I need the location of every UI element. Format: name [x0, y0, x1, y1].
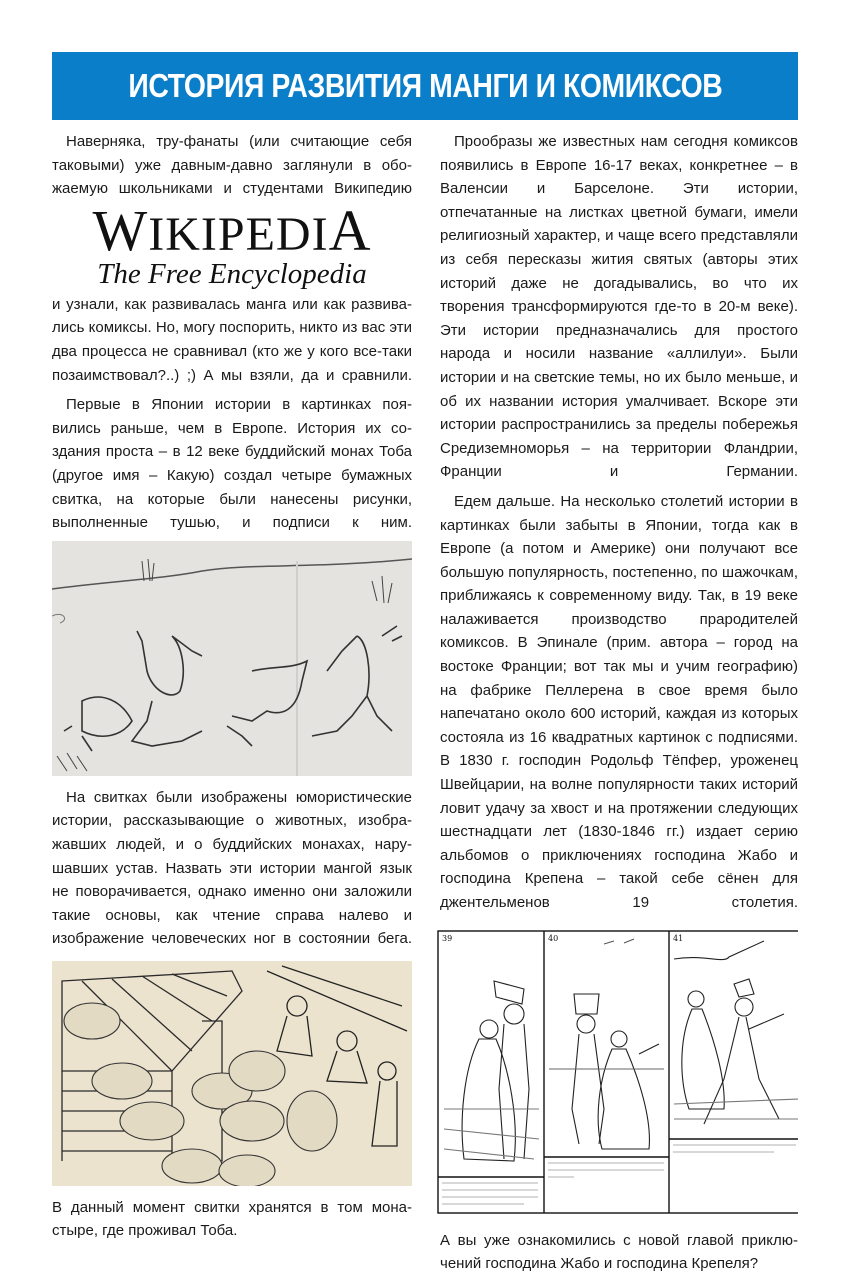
intro-paragraph: Наверняка, тру-фанаты (или считающие себя таковыми) уже давным-давно заглянули в обожаемую школьниками и студентами Википедию	[52, 133, 412, 198]
left-column	[52, 130, 412, 1249]
closing-question: А вы уже ознакомились с новой главой приключений господина Жабо и господина Крепеля?	[440, 1231, 798, 1273]
wikipedia-wordmark: WIKIPEDIA	[92, 197, 372, 263]
title-banner	[52, 52, 798, 120]
intro-continuation: и узнали, как развивалась манга или как развивались комиксы. Но, могу поспорить, никто из вас эти два процесса не сравнивал (кто же у кого все-таки позаимствовал?..) ;) А мы взяли, да и сравнили.	[52, 295, 412, 384]
wikipedia-logo	[52, 197, 412, 290]
scroll-frogs-illustration	[52, 541, 412, 776]
europe-paragraph: Прообразы же известных нам сегодня комиксов появились в Европе 16-17 веках, конкретнее – в Валенсии и Барселоне. Эти истории, отпечатанные на листках цветной бумаги, имели религиозный характер, и чаще всего представляли из себя пересказы жития святых (авторы этих историй даже не догадывались, во что их творения трансформируются где-то в 20-м веке). Эти истории предназначались для простого народа и носили название «аллилуи». Были истории и на светские темы, но их было меньше, и об их названии история умалчивает. Вскоре эти истории распространились за пределы побережья Средиземноморья – на территории Фландрии, Франции и Германии.	[440, 133, 798, 481]
scrolls-paragraph: На свитках были изображены юмористические истории, рассказывающие о животных, изображавших людей, и о буддийских монахах, нарушавших устав. Назвать эти истории мангой язык не поворачивается, однако именно они заложили такие основы, как чтение справа налево и изображение человеческих ног в состоянии бега.	[52, 788, 412, 948]
comic-panel-number: 41	[673, 933, 684, 943]
page-title: ИСТОРИЯ РАЗВИТИЯ МАНГИ И КОМИКСОВ	[128, 67, 722, 104]
wikipedia-tagline: The Free Encyclopedia	[97, 257, 367, 290]
comic-panel-number: 40	[548, 933, 559, 943]
woodblock-barrels-illustration	[52, 961, 412, 1186]
further-paragraph: Едем дальше. На несколько столетий истории в картинках были забыты в Японии, тогда как в Европе (а потом и Америке) они получают все большую популярность, постепенно, по шажочкам, приближаясь к современному виду. Так, в 19 веке налаживается производство прародителей комиксов. В Эпинале (прим. автора – город на востоке Франции; вот так мы и учим географию) на фабрике Пеллерена в свое время было напечатано около 600 историй, каждая из которых состояла из 16 квадратных картинок с подписями. В 1830 г. господин Родольф Тёпфер, уроженец Швейцарии, на волне популярности таких историй ловит удачу за хвост и на протяжении следующих шестнадцати лет (1830-1846 гг.) издает серию альбомов о приключениях господина Жабо и господина Крепена – такой себе сёнен для джентельменов 19 столетия.	[440, 492, 798, 911]
topffer-comic-strip	[434, 929, 798, 1219]
right-column	[440, 130, 798, 1282]
scrolls-caption: В данный момент свитки хранятся в том монастыре, где проживал Тоба.	[52, 1198, 412, 1240]
japan-paragraph: Первые в Японии истории в картинках появились раньше, чем в Европе. История их создания проста – в 12 веке буддийский монах Тоба (другое имя – Какую) создал четыре бумажных свитка, на которые были нанесены рисунки, выполненные тушью, и подписи к ним.	[52, 396, 412, 532]
comic-panel-number: 39	[442, 933, 453, 943]
